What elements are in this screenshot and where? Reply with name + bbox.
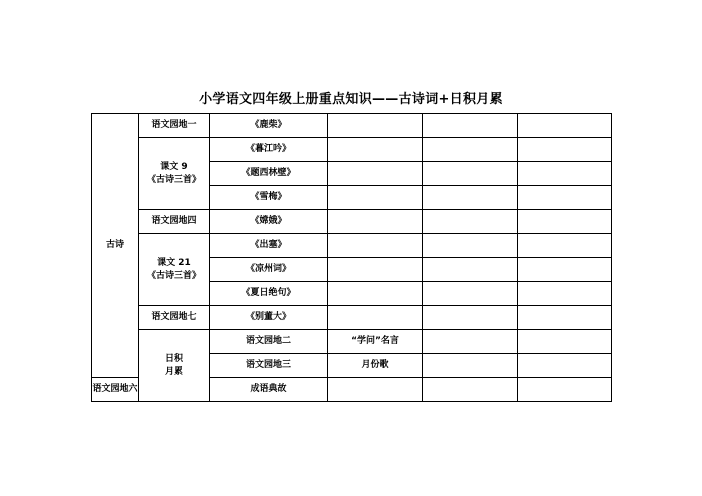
- poem-cell: 《暮江吟》: [210, 138, 328, 162]
- blank-cell: [423, 306, 518, 330]
- source-line: 《古诗三首》: [146, 174, 201, 185]
- document-title: 小学语文四年级上册重点知识——古诗词+日积月累: [199, 92, 503, 107]
- source-line: 《古诗三首》: [146, 270, 201, 281]
- blank-cell: [328, 306, 423, 330]
- blank-cell: [423, 186, 518, 210]
- source-cell: 语文园地三: [210, 354, 328, 378]
- blank-cell: [518, 186, 612, 210]
- blank-cell: [328, 210, 423, 234]
- source-cell-lesson-9: [139, 138, 210, 210]
- blank-cell: [328, 234, 423, 258]
- blank-cell: [423, 162, 518, 186]
- item-cell: 月份歌: [328, 354, 423, 378]
- source-cell-lesson-21: [139, 234, 210, 306]
- blank-cell: [518, 378, 612, 402]
- blank-cell: [423, 114, 518, 138]
- source-cell: 语文园地二: [210, 330, 328, 354]
- source-cell: 语文园地四: [139, 210, 210, 234]
- table-row: [92, 138, 612, 162]
- blank-cell: [423, 258, 518, 282]
- table-row: [92, 330, 612, 354]
- blank-cell: [518, 306, 612, 330]
- blank-cell: [518, 282, 612, 306]
- blank-cell: [328, 282, 423, 306]
- blank-cell: [518, 234, 612, 258]
- item-cell: “学问”名言: [328, 330, 423, 354]
- blank-cell: [328, 186, 423, 210]
- section-label-line: 月累: [164, 366, 183, 377]
- source-cell: 语文园地一: [139, 114, 210, 138]
- poem-cell: 《鹿柴》: [210, 114, 328, 138]
- table-row: [92, 306, 612, 330]
- blank-cell: [518, 330, 612, 354]
- blank-cell: [423, 378, 518, 402]
- blank-cell: [423, 234, 518, 258]
- blank-cell: [423, 354, 518, 378]
- blank-cell: [328, 138, 423, 162]
- section-label-line: 日积: [164, 353, 183, 364]
- table-row: [92, 210, 612, 234]
- blank-cell: [518, 354, 612, 378]
- poem-cell: 《别董大》: [210, 306, 328, 330]
- source-cell: 语文园地七: [139, 306, 210, 330]
- blank-cell: [328, 114, 423, 138]
- section-label-poetry: 古诗: [92, 114, 139, 378]
- poem-cell: 《凉州词》: [210, 258, 328, 282]
- blank-cell: [328, 378, 423, 402]
- blank-cell: [518, 210, 612, 234]
- blank-cell: [518, 258, 612, 282]
- source-line: 课文 21: [157, 257, 191, 268]
- knowledge-table: [91, 113, 612, 402]
- poem-cell: 《嫦娥》: [210, 210, 328, 234]
- blank-cell: [423, 210, 518, 234]
- table-row: [92, 114, 612, 138]
- blank-cell: [423, 330, 518, 354]
- item-cell: 成语典故: [210, 378, 328, 402]
- section-label-accumulation: [139, 330, 210, 402]
- blank-cell: [518, 138, 612, 162]
- blank-cell: [423, 282, 518, 306]
- blank-cell: [518, 162, 612, 186]
- source-cell: 语文园地六: [92, 378, 139, 402]
- poem-cell: 《出塞》: [210, 234, 328, 258]
- blank-cell: [328, 258, 423, 282]
- table-row: [92, 234, 612, 258]
- source-line: 课文 9: [160, 161, 188, 172]
- blank-cell: [328, 162, 423, 186]
- blank-cell: [518, 114, 612, 138]
- poem-cell: 《题西林壁》: [210, 162, 328, 186]
- poem-cell: 《夏日绝句》: [210, 282, 328, 306]
- poem-cell: 《雪梅》: [210, 186, 328, 210]
- blank-cell: [423, 138, 518, 162]
